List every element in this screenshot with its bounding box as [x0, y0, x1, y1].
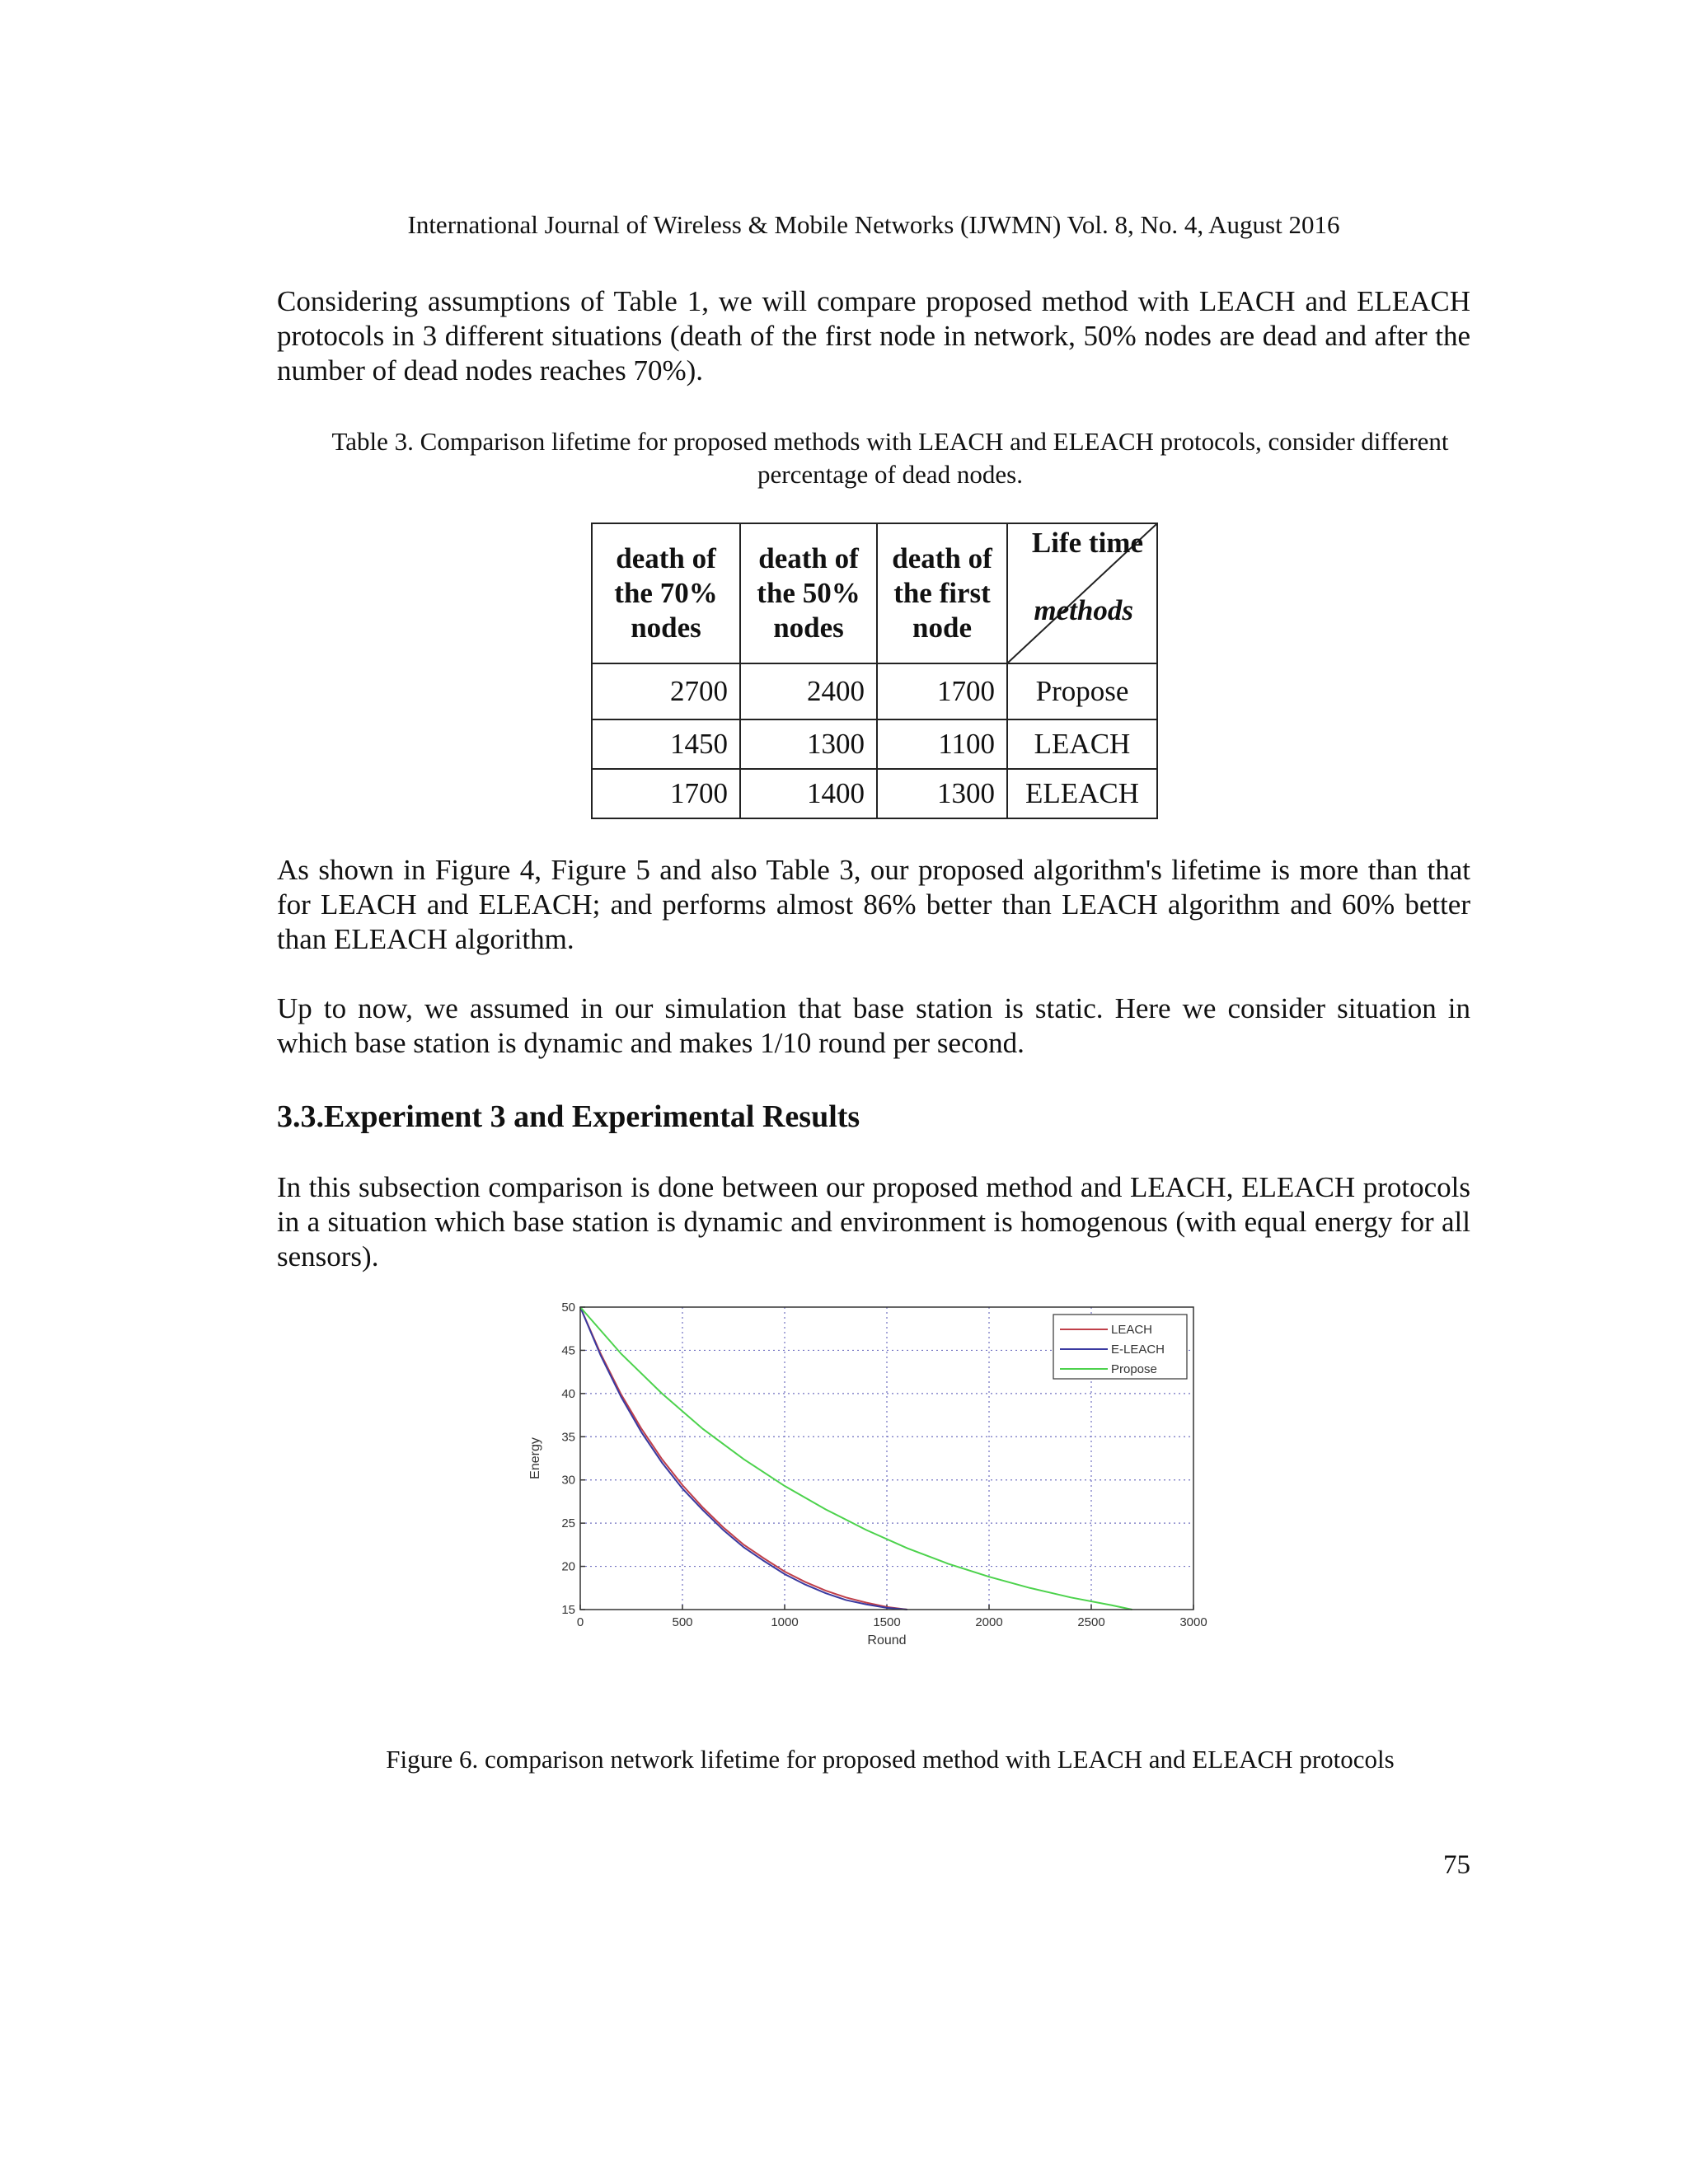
y-tick-label: 35 — [561, 1430, 575, 1445]
legend-label: Propose — [1111, 1362, 1157, 1376]
subsection-paragraph — [277, 1170, 1470, 1274]
header-death-first: death of the first node — [877, 523, 1007, 663]
cell-method: LEACH — [1007, 719, 1157, 769]
x-axis-label: Round — [867, 1633, 907, 1647]
x-tick-label: 2500 — [1077, 1615, 1105, 1629]
y-tick-label: 30 — [561, 1473, 575, 1488]
y-tick-label: 45 — [561, 1343, 575, 1358]
table-row — [592, 719, 1157, 769]
cell-d70: 2700 — [592, 663, 740, 719]
legend-label: E-LEACH — [1111, 1343, 1165, 1357]
y-tick-label: 15 — [561, 1603, 575, 1617]
x-tick-label: 3000 — [1179, 1615, 1207, 1629]
table-header-row — [592, 523, 1157, 663]
x-tick-label: 1000 — [771, 1615, 799, 1629]
static-paragraph — [277, 991, 1470, 1061]
intro-text: Considering assumptions of Table 1, we will compare proposed method with LEACH and ELEACH protocols in 3 different situations (death of the first node in network, 50% nodes are dead and after the number of dead nodes reaches 70%). — [277, 285, 1470, 387]
cell-d50: 1400 — [740, 769, 877, 818]
cell-d70: 1700 — [592, 769, 740, 818]
y-tick-label: 50 — [561, 1301, 575, 1315]
y-tick-label: 40 — [561, 1386, 575, 1401]
cell-method: ELEACH — [1007, 769, 1157, 818]
cell-first: 1700 — [877, 663, 1007, 719]
comparison-table — [591, 523, 1158, 819]
x-tick-label: 0 — [576, 1615, 584, 1629]
header-death-50: death of the 50% nodes — [740, 523, 877, 663]
x-tick-label: 2000 — [975, 1615, 1003, 1629]
cell-d50: 1300 — [740, 719, 877, 769]
intro-paragraph — [277, 284, 1470, 388]
subsection-text: In this subsection comparison is done between our proposed method and LEACH, ELEACH protocols in a situation which base station is dynamic and environment is homogenous (with equal energy for all sensors). — [277, 1171, 1470, 1272]
corner-methods: methods — [1034, 594, 1133, 626]
header-diagonal-cell — [1007, 523, 1157, 663]
running-header: International Journal of Wireless & Mobile Networks (IJWMN) Vol. 8, No. 4, August 2016 — [407, 210, 1340, 239]
results-paragraph — [277, 853, 1470, 957]
y-axis-label: Energy — [528, 1437, 542, 1479]
cell-method: Propose — [1007, 663, 1157, 719]
energy-round-chart — [519, 1290, 1220, 1702]
section-heading: 3.3.Experiment 3 and Experimental Results — [277, 1099, 860, 1134]
x-tick-label: 500 — [672, 1615, 693, 1629]
header-death-70: death of the 70% nodes — [592, 523, 740, 663]
static-text: Up to now, we assumed in our simulation that base station is static. Here we consider situation in which base station is dynamic and makes 1/10 round per second. — [277, 992, 1470, 1059]
x-tick-label: 1500 — [873, 1615, 901, 1629]
table-row — [592, 769, 1157, 818]
page-number: 75 — [1443, 1850, 1470, 1880]
results-text: As shown in Figure 4, Figure 5 and also Table 3, our proposed algorithm's lifetime is more than that for LEACH and ELEACH; and performs almost 86% better than LEACH algorithm and 60% better than ELEACH algorithm. — [277, 854, 1470, 955]
y-tick-label: 25 — [561, 1516, 575, 1531]
cell-first: 1300 — [877, 769, 1007, 818]
y-tick-label: 20 — [561, 1559, 575, 1574]
figure-caption: Figure 6. comparison network lifetime for proposed method with LEACH and ELEACH protocols — [386, 1745, 1395, 1774]
cell-d70: 1450 — [592, 719, 740, 769]
corner-life-time: Life time — [1031, 527, 1143, 559]
cell-d50: 2400 — [740, 663, 877, 719]
legend-label: LEACH — [1111, 1323, 1153, 1337]
table-caption: Table 3. Comparison lifetime for proposed methods with LEACH and ELEACH protocols, consider different percentage of dead nodes. — [331, 427, 1449, 489]
table-row — [592, 663, 1157, 719]
cell-first: 1100 — [877, 719, 1007, 769]
